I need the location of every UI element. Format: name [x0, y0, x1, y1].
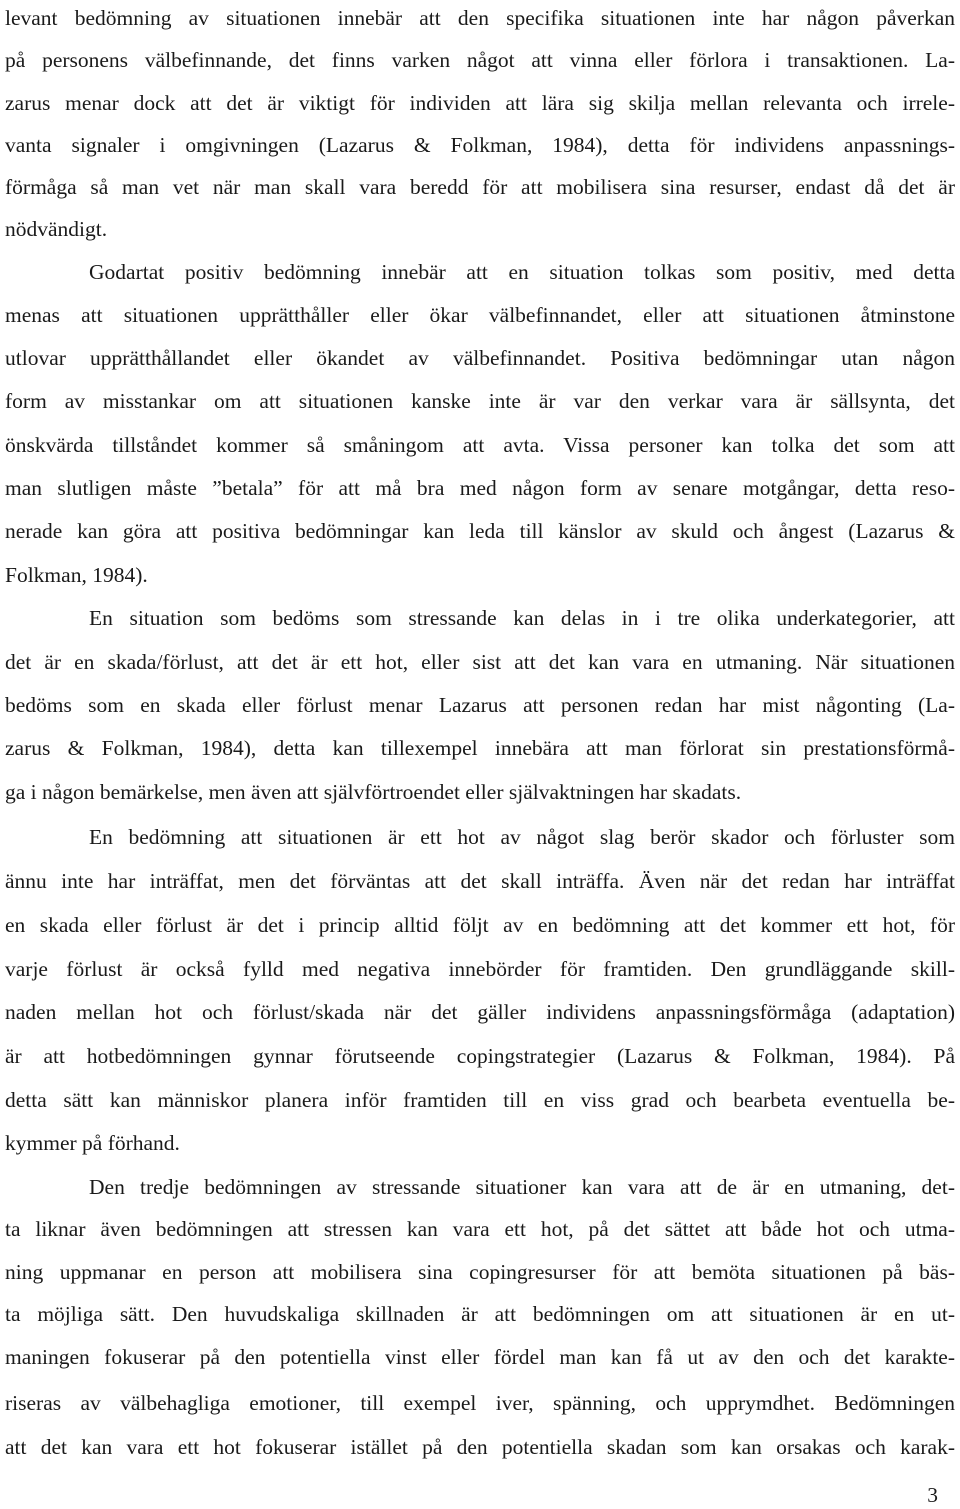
p1-line-2: på personens välbefinnande, det finns varken något att vinna eller förlora i transaktionen. La-: [5, 48, 955, 72]
p2-line-2: menas att situationen upprätthåller eller ökar välbefinnandet, eller att situationen åtminstone: [5, 303, 955, 327]
p1-line-3: zarus menar dock att det är viktigt för individen att lära sig skilja mellan relevanta och irrele-: [5, 91, 955, 115]
p2-line-6: man slutligen måste ”betala” för att må bra med någon form av senare motgångar, detta reso-: [5, 476, 955, 500]
p5-line-4: ta möjliga sätt. Den huvudskaliga skillnaden är att bedömningen om att situationen är en ut-: [5, 1302, 955, 1326]
p1-line-6: nödvändigt.: [5, 217, 108, 241]
p4-line-3: en skada eller förlust är det i princip alltid följt av en bedömning att det kommer ett hot, för: [5, 913, 955, 937]
p5-line-3: ning uppmanar en person att mobilisera sina copingresurser för att bemöta situationen på bäs-: [5, 1260, 955, 1284]
p2-line-1: Godartat positiv bedömning innebär att en situation tolkas som positiv, med detta: [89, 260, 955, 284]
p5-line-1: Den tredje bedömningen av stressande situationer kan vara att de är en utmaning, det-: [89, 1175, 955, 1199]
p4-line-4: varje förlust är också fylld med negativa innebörder för framtiden. Den grundläggande skill-: [5, 957, 955, 981]
p3-line-1: En situation som bedöms som stressande kan delas in i tre olika underkategorier, att: [89, 606, 955, 630]
p4-line-2: ännu inte har inträffat, men det förväntas att det skall inträffa. Även när det redan har inträffat: [5, 869, 955, 893]
p2-line-3: utlovar upprätthållandet eller ökandet av välbefinnandet. Positiva bedömningar utan någon: [5, 346, 955, 370]
p1-line-4: vanta signaler i omgivningen (Lazarus & Folkman, 1984), detta för individens anpassnings-: [5, 133, 955, 157]
p5-line-5: maningen fokuserar på den potentiella vinst eller fördel man kan få ut av den och det karakte-: [5, 1345, 955, 1369]
p3-line-4: zarus & Folkman, 1984), detta kan tillexempel innebära att man förlorat sin prestationsförmå-: [5, 736, 955, 760]
p5-line-7: att det kan vara ett hot fokuserar istället på den potentiella skadan som kan orsakas och karak-: [5, 1435, 955, 1459]
p4-line-7: detta sätt kan människor planera inför framtiden till en viss grad och bearbeta eventuella be-: [5, 1088, 955, 1112]
p3-line-5: ga i någon bemärkelse, men även att självförtroendet eller självaktningen har skadats.: [5, 780, 742, 804]
p3-line-3: bedöms som en skada eller förlust menar Lazarus att personen redan har mist någonting (La-: [5, 693, 955, 717]
p4-line-6: är att hotbedömningen gynnar förutseende copingstrategier (Lazarus & Folkman, 1984). På: [5, 1044, 955, 1068]
p1-line-1: levant bedömning av situationen innebär att den specifika situationen inte har någon påverkan: [5, 6, 955, 30]
page-number: 3: [927, 1483, 938, 1507]
p1-line-5: förmåga så man vet när man skall vara beredd för att mobilisera sina resurser, endast då det är: [5, 175, 955, 199]
p2-line-4: form av misstankar om att situationen kanske inte är var den verkar vara är sällsynta, det: [5, 389, 955, 413]
p3-line-2: det är en skada/förlust, att det är ett hot, eller sist att det kan vara en utmaning. När situationen: [5, 650, 955, 674]
p4-line-5: naden mellan hot och förlust/skada när det gäller individens anpassningsförmåga (adaptation): [5, 1000, 955, 1024]
p4-line-1: En bedömning att situationen är ett hot av något slag berör skador och förluster som: [89, 825, 955, 849]
p5-line-2: ta liknar även bedömningen att stressen kan vara ett hot, på det sättet att både hot och utma-: [5, 1217, 955, 1241]
p2-line-7: nerade kan göra att positiva bedömningar kan leda till känslor av skuld och ångest (Lazarus &: [5, 519, 955, 543]
p4-line-8: kymmer på förhand.: [5, 1131, 180, 1155]
p2-line-8: Folkman, 1984).: [5, 563, 148, 587]
p2-line-5: önskvärda tillståndet kommer så småningom att avta. Vissa personer kan tolka det som att: [5, 433, 955, 457]
p5-line-6: riseras av välbehagliga emotioner, till exempel iver, spänning, och upprymdhet. Bedömningen: [5, 1391, 955, 1415]
